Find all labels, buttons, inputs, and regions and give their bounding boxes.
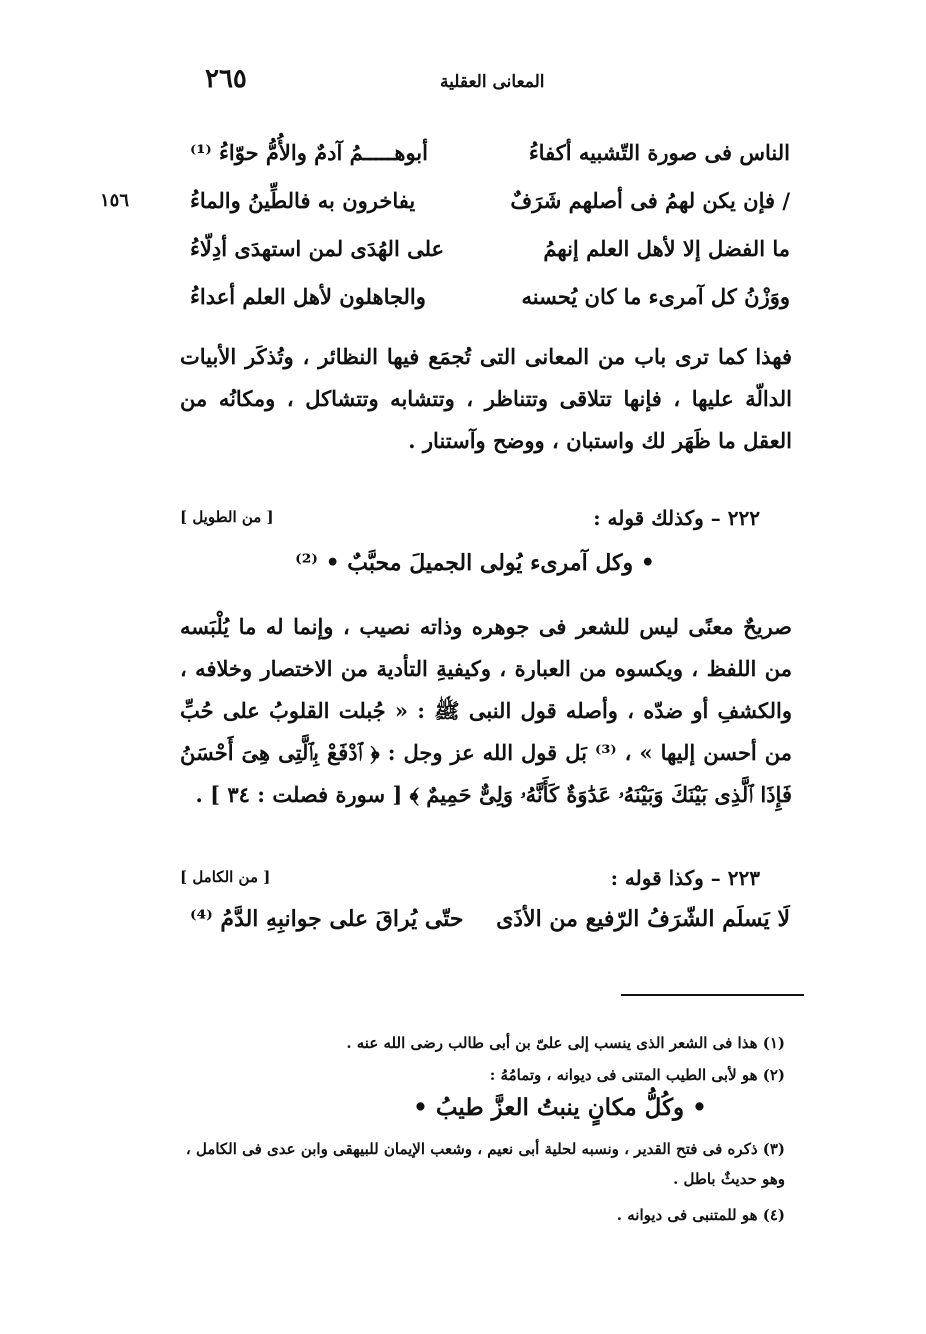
- verse-line: [190, 906, 790, 946]
- verse-second-hemistich: والجاهلون لأهل العلم أعداءُ: [190, 284, 426, 309]
- verse-second-hemistich: يفاخرون به فالطِّينُ والماءُ: [190, 188, 416, 213]
- footnote-divider: [621, 994, 804, 996]
- entry-number-223: ٢٢٣ – وكذا قوله :: [610, 866, 760, 890]
- verse-line: [190, 236, 790, 276]
- verse-first-hemistich: الناس فى صورة التّشبيه أكفاءُ: [528, 140, 790, 165]
- entry-number-222: ٢٢٢ – وكذلك قوله :: [593, 506, 760, 530]
- running-title: المعانى العقلية: [440, 72, 545, 92]
- page-number: ٢٦٥: [205, 64, 247, 94]
- verse-first-hemistich: لَا يَسلَم الشّرَفُ الرّفيع من الأذَى: [496, 906, 790, 932]
- footnote: (٣) ذكره فى فتح القدير ، ونسبه لحلية أبى نعيم ، وشعب الإيمان للبيهقى وابن عدى فى الكامل ، وهو حديثٌ باطل .: [185, 1140, 785, 1188]
- meter-label: [ من الطويل ]: [180, 508, 274, 526]
- verse-first-hemistich: / فإن يكن لهمُ فى أصلهم شَرَفٌ: [510, 188, 790, 213]
- verse-second-hemistich: أبوهـــــمُ آدمٌ والأُمُّ حوّاءُ ⁽¹⁾: [190, 140, 428, 165]
- footnote: (٤) هو للمتنبى فى ديوانه .: [616, 1206, 785, 1224]
- footnote: (٢) هو لأبى الطيب المتنى فى ديوانه ، وتمامُهُ :: [489, 1066, 785, 1084]
- quoted-verse: • وكل آمرىء يُولى الجميلَ محبَّبٌ • ⁽²⁾: [295, 550, 655, 576]
- verse-second-hemistich: على الهُدَى لمن استهدَى أدِلّاءُ: [190, 236, 445, 261]
- verse-line: [190, 284, 790, 324]
- verse-line: [190, 140, 790, 180]
- meter-label: [ من الكامل ]: [180, 868, 271, 886]
- verse-line: [190, 188, 790, 228]
- verse-first-hemistich: ووَزْنُ كل آمرىء ما كان يُحسنه: [521, 284, 790, 309]
- commentary-paragraph: صريحٌ معنًى ليس للشعر فى جوهره وذاته نصيب ، وإنما له ما يُلْبَسه من اللفظ ، ويكسوه من العبارة ، وكيفيةِ التأدية من الاختصار وخلافه ، والكشفِ أو ضدّه ، وأصله قول النبى ﷺ : « جُبلت القلوبُ على حُبِّ من أحسن إليها » ، ⁽³⁾ بَل قول الله عز وجل : ﴿ ٱدْفَعْ بِٱلَّتِى هِىَ أَحْسَنُ فَإِذَا ٱلَّذِى بَيْنَكَ وَبَيْنَهُۥ عَدَٰوَةٌ كَأَنَّهُۥ وَلِىٌّ حَمِيمٌ ﴾ [ سورة فصلت : ٣٤ ] .: [180, 614, 792, 807]
- verse-second-hemistich: حتّى يُراقَ على جوانبِهِ الدَّمُ ⁽⁴⁾: [190, 906, 464, 932]
- entry-heading: [180, 506, 760, 538]
- verse-first-hemistich: ما الفضل إلا لأهل العلم إنهمُ: [543, 236, 790, 261]
- commentary-paragraph: فهذا كما ترى باب من المعانى التى تُجمَع فيها النظائر ، وتُذكَر الأبيات الدالّة عليها ، فإنها تتلاقى وتتناظر ، وتتشابه وتتشاكل ، ومكانُه من العقل ما ظَهَر لك واستبان ، ووضح وآستنار .: [180, 344, 792, 453]
- margin-number: ١٥٦: [100, 190, 130, 211]
- entry-heading: [180, 866, 760, 898]
- footnote-verse: • وكُلُّ مكانٍ ينبتُ العزَّ طيبُ •: [413, 1094, 707, 1121]
- footnote: (١) هذا فى الشعر الذى ينسب إلى علىّ بن أبى طالب رضى الله عنه .: [346, 1034, 785, 1052]
